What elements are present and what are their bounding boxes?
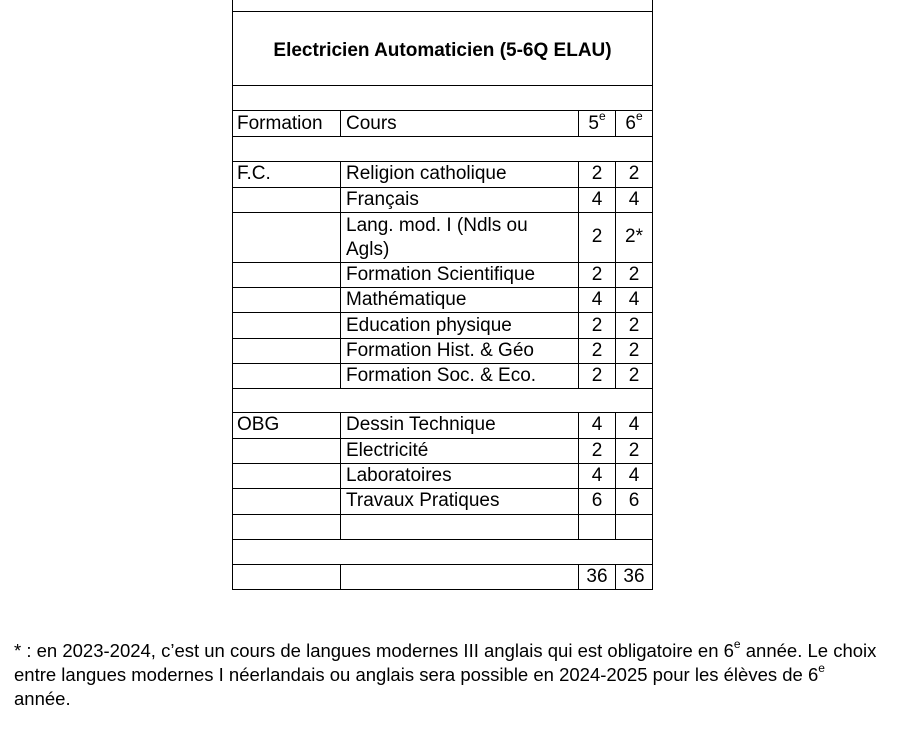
footnote-text-1: * : en 2023-2024, c’est un cours de langues modernes III anglais qui est obligatoire en 6 [14, 640, 734, 661]
row-value-5e: 4 [591, 414, 603, 435]
row-cours: Formation Hist. & Géo [346, 340, 534, 361]
row-value-5e: 2 [591, 440, 603, 461]
footnote-text-2: année. Le choix entre langues modernes I néerlandais ou anglais sera possible en 2024-2025 pour les élèves de 6 [14, 640, 877, 685]
header-6e: 6e [625, 108, 643, 134]
total-5e: 36 [586, 566, 608, 587]
row-value-6e: 2 [628, 163, 640, 184]
footnote-text-3: année. [14, 688, 71, 709]
row-value-6e: 4 [628, 289, 640, 310]
row-cours: Travaux Pratiques [346, 490, 500, 511]
header-cours: Cours [346, 113, 397, 134]
row-value-6e: 2 [628, 340, 640, 361]
row-value-6e: 2 [628, 264, 640, 285]
row-value-6e: 6 [628, 490, 640, 511]
total-6e: 36 [623, 566, 645, 587]
footnote-sup-2: e [818, 660, 825, 675]
row-value-5e: 4 [591, 289, 603, 310]
row-value-5e: 4 [591, 189, 603, 210]
row-value-5e: 2 [591, 163, 603, 184]
row-cours: Education physique [346, 315, 512, 336]
row-cours: Français [346, 189, 419, 210]
row-value-5e: 2 [591, 264, 603, 285]
row-value-6e: 2 [628, 315, 640, 336]
row-formation-obg: OBG [237, 414, 280, 435]
row-cours: Lang. mod. I (Ndls ou Agls) [346, 215, 528, 260]
row-value-6e: 2* [625, 226, 643, 247]
row-cours: Dessin Technique [346, 414, 496, 435]
footnote-sup-1: e [733, 636, 741, 651]
header-5e: 5e [588, 108, 606, 134]
row-value-6e: 4 [628, 414, 640, 435]
row-value-6e: 4 [628, 465, 640, 486]
row-value-6e: 2 [628, 440, 640, 461]
row-cours: Religion catholique [346, 163, 507, 184]
header-formation: Formation [237, 113, 323, 134]
row-cours: Mathématique [346, 289, 467, 310]
row-value-6e: 2 [628, 365, 640, 386]
row-value-5e: 2 [591, 340, 603, 361]
row-value-5e: 2 [591, 226, 603, 247]
row-formation-fc: F.C. [237, 163, 271, 184]
row-value-5e: 4 [591, 465, 603, 486]
row-cours: Formation Soc. & Eco. [346, 365, 537, 386]
row-value-5e: 2 [591, 315, 603, 336]
footnote [14, 636, 880, 711]
row-value-5e: 6 [591, 490, 603, 511]
row-value-5e: 2 [591, 365, 603, 386]
row-cours: Electricité [346, 440, 429, 461]
row-value-6e: 4 [628, 189, 640, 210]
row-cours: Laboratoires [346, 465, 452, 486]
row-cours: Formation Scientifique [346, 264, 536, 285]
table-title: Electricien Automaticien (5-6Q ELAU) [273, 40, 612, 61]
